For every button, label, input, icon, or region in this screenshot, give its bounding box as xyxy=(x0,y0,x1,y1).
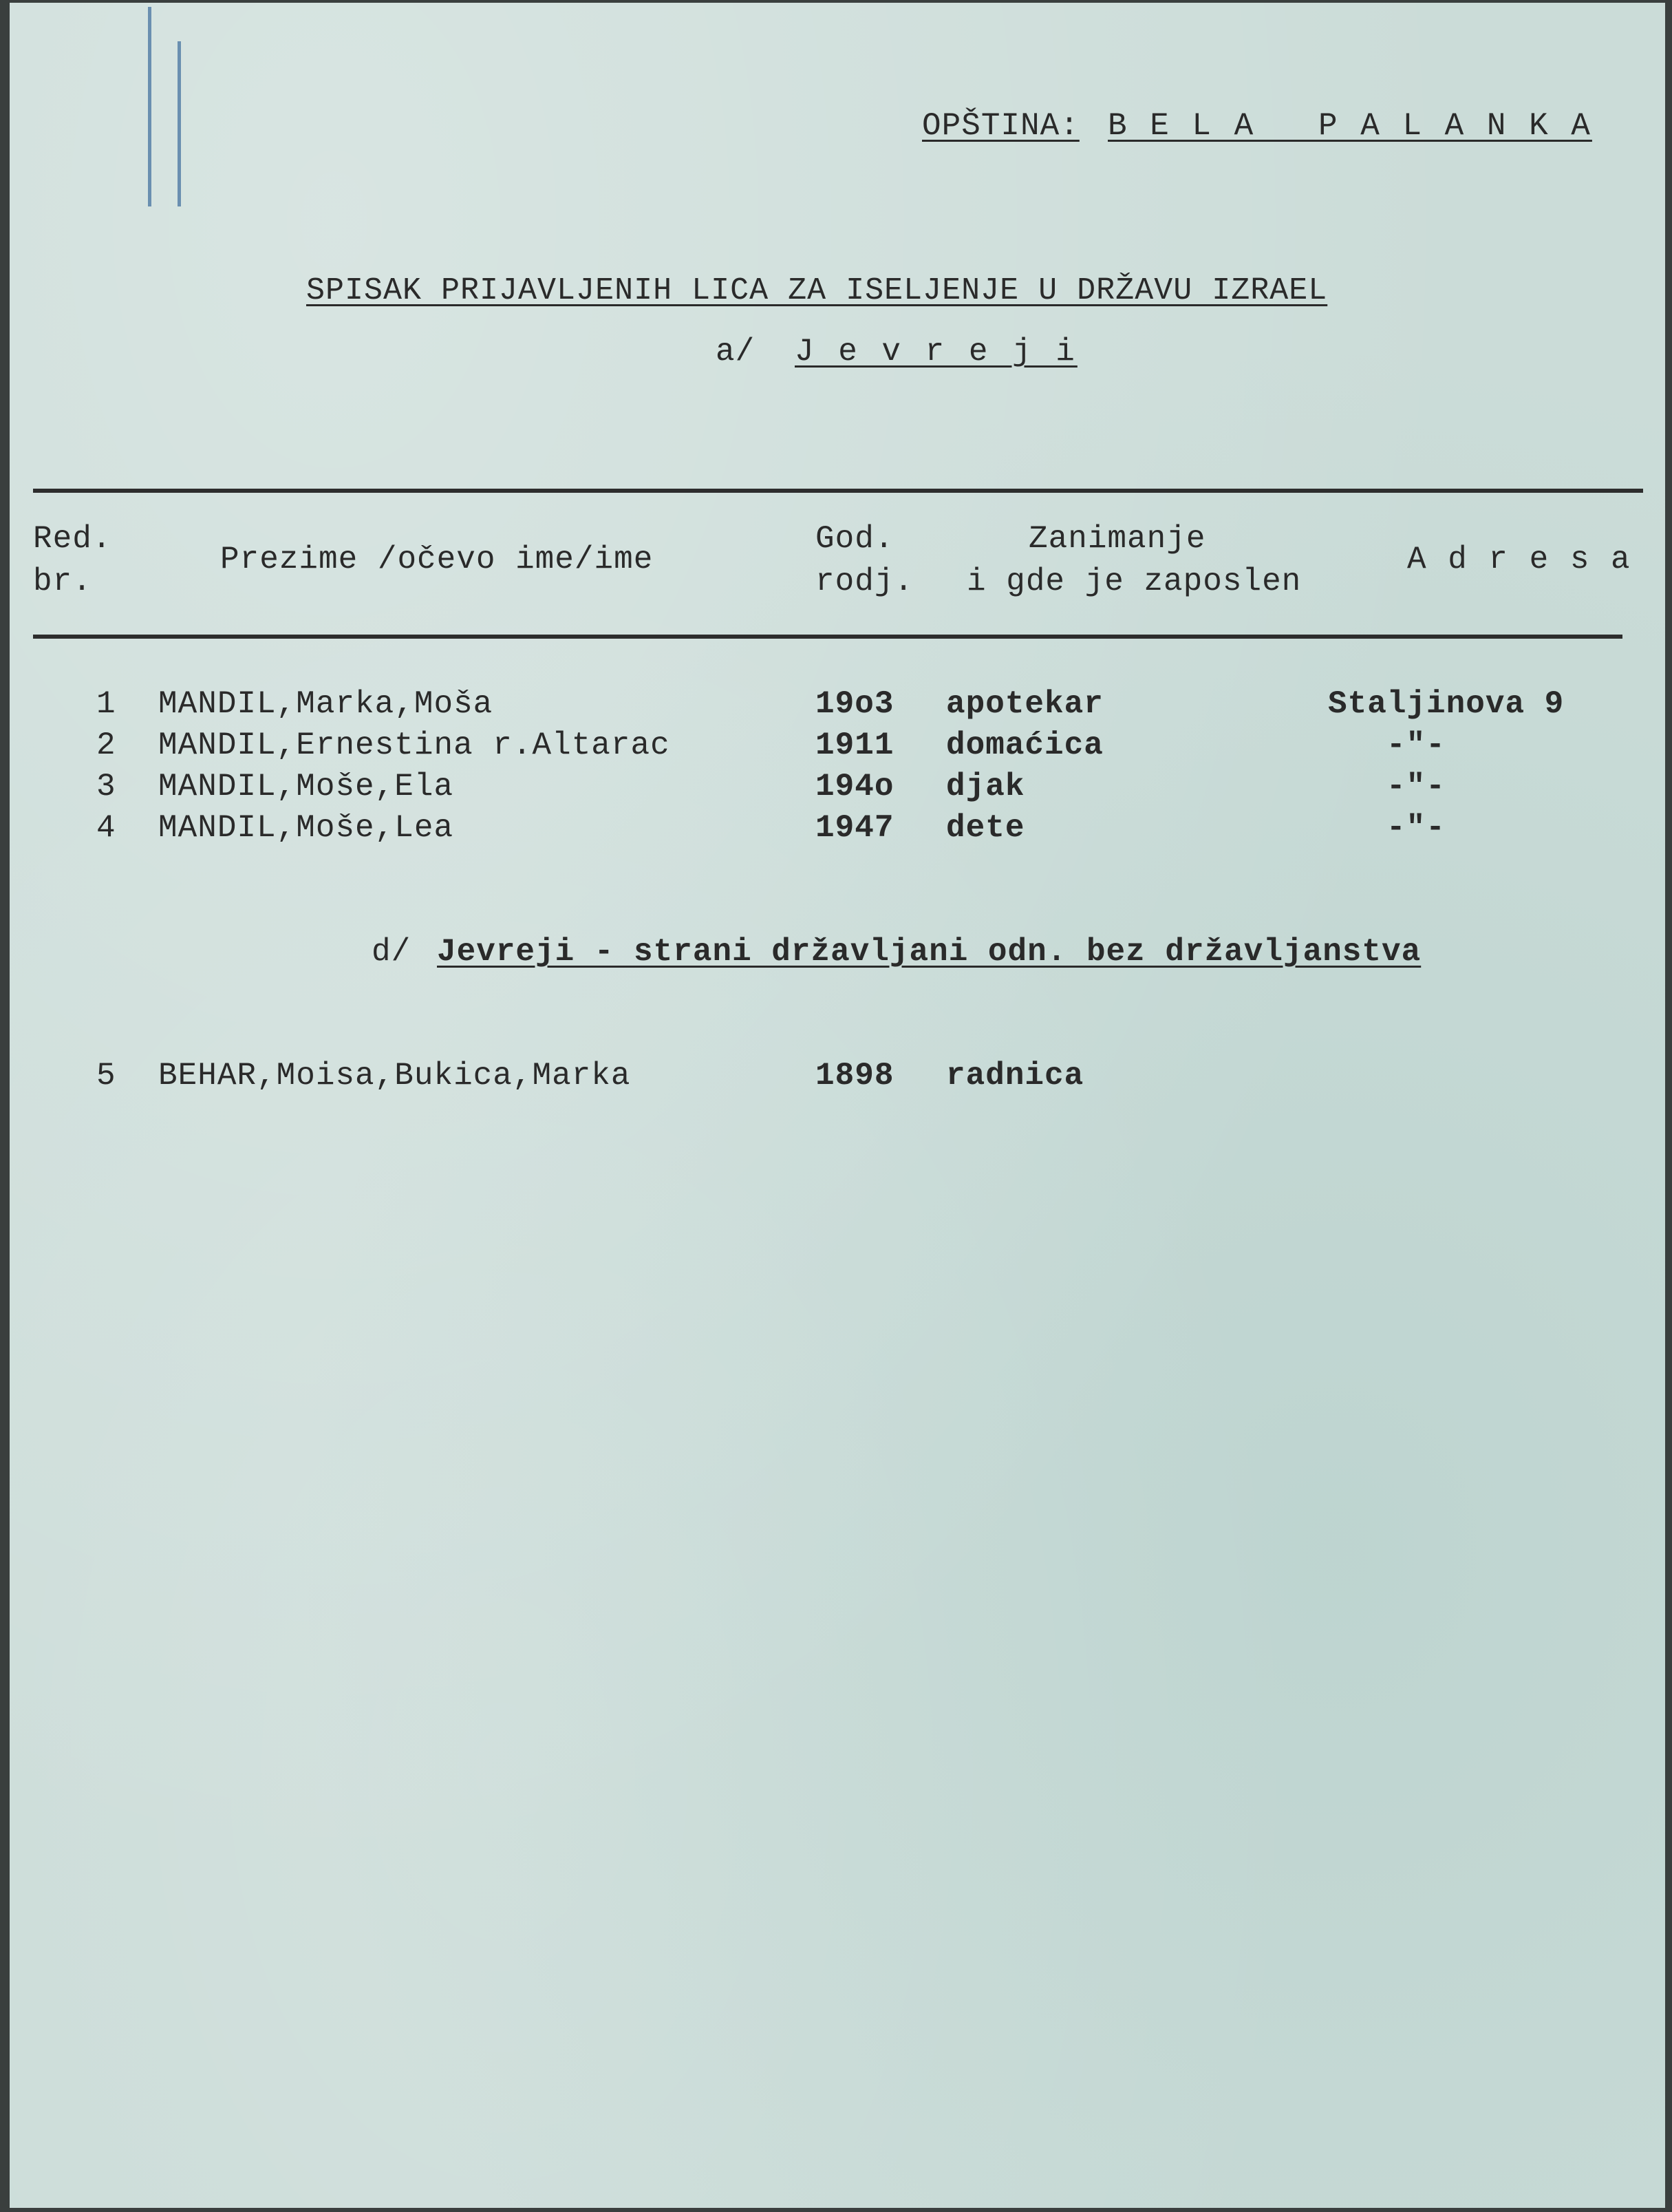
document-title: SPISAK PRIJAVLJENIH LICA ZA ISELJENJE U DRŽAVU IZRAEL xyxy=(306,273,1328,308)
municipality-name: B E L A P A L A N K A xyxy=(1108,108,1592,144)
row-year: 1898 xyxy=(815,1058,894,1094)
pencil-mark xyxy=(148,7,151,206)
header-occupation-line2: i gde je zaposlen xyxy=(967,564,1302,599)
header-name: Prezime /očevo ime/ime xyxy=(220,542,654,577)
row-address: -"- xyxy=(1386,727,1446,763)
row-address: -"- xyxy=(1386,810,1446,846)
row-address: Staljinova 9 xyxy=(1328,686,1565,722)
row-number: 3 xyxy=(96,769,116,805)
section-a-title: J e v r e j i xyxy=(795,334,1078,370)
row-occupation: apotekar xyxy=(946,686,1104,722)
row-name: MANDIL,Marka,Moša xyxy=(158,686,493,722)
header-year-line2: rodj. xyxy=(815,564,914,599)
section-d-prefix: d/ xyxy=(372,934,411,970)
header-address: A d r e s a xyxy=(1407,542,1631,577)
row-year: 1947 xyxy=(815,810,894,846)
header-no-line1: Red. xyxy=(33,521,112,557)
section-a-prefix: a/ xyxy=(716,334,755,370)
row-name: MANDIL,Moše,Lea xyxy=(158,810,454,846)
row-year: 1911 xyxy=(815,727,894,763)
row-year: 194o xyxy=(815,769,894,805)
header-year-line1: God. xyxy=(815,521,894,557)
row-name: BEHAR,Moisa,Bukica,Marka xyxy=(158,1058,631,1094)
header-occupation-line1: Zanimanje xyxy=(1029,521,1206,557)
row-name: MANDIL,Ernestina r.Altarac xyxy=(158,727,670,763)
row-occupation: radnica xyxy=(946,1058,1084,1094)
row-number: 5 xyxy=(96,1058,116,1094)
header-no-line2: br. xyxy=(33,564,92,599)
row-occupation: djak xyxy=(946,769,1025,805)
table-header-rule xyxy=(33,635,1622,639)
row-occupation: domaćica xyxy=(946,727,1104,763)
row-address: -"- xyxy=(1386,769,1446,805)
table-top-rule xyxy=(33,489,1643,493)
municipality-label: OPŠTINA: xyxy=(922,108,1080,144)
section-d-title: Jevreji - strani državljani odn. bez državljanstva xyxy=(437,934,1422,970)
row-number: 1 xyxy=(96,686,116,722)
row-number: 4 xyxy=(96,810,116,846)
row-name: MANDIL,Moše,Ela xyxy=(158,769,454,805)
row-number: 2 xyxy=(96,727,116,763)
row-year: 19o3 xyxy=(815,686,894,722)
pencil-mark xyxy=(178,41,181,206)
row-occupation: dete xyxy=(946,810,1025,846)
